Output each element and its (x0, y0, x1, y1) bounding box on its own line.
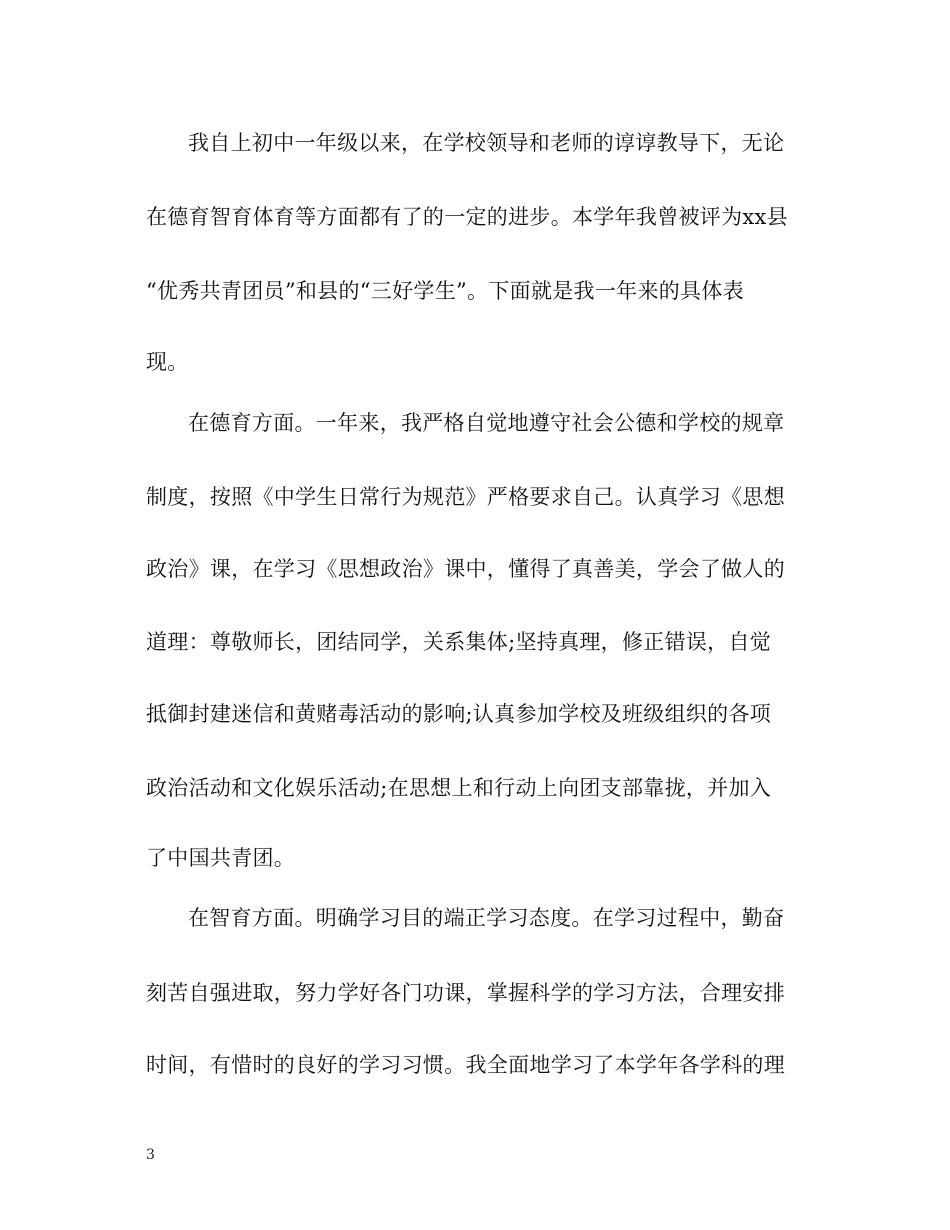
paragraph-3-line-3: 时间，有惜时的良好的学习习惯。我全面地学习了本学年各学科的理 (146, 1053, 785, 1077)
paragraph-1-line-1: 我自上初中一年级以来，在学校领导和老师的谆谆教导下，无论 (188, 131, 785, 155)
paragraph-1-line-3: “优秀共青团员”和县的“三好学生”。下面就是我一年来的具体表 (146, 279, 744, 303)
paragraph-2-line-2: 制度，按照《中学生日常行为规范》严格要求自己。认真学习《思想 (146, 485, 785, 509)
paragraph-2-line-7: 了中国共青团。 (146, 846, 296, 870)
paragraph-2-line-3: 政治》课，在学习《思想政治》课中，懂得了真善美，学会了做人的 (146, 557, 785, 581)
paragraph-2-line-5: 抵御封建迷信和黄赌毒活动的影响;认真参加学校及班级组织的各项 (146, 702, 772, 726)
paragraph-3-line-1: 在智育方面。明确学习目的端正学习态度。在学习过程中，勤奋 (188, 906, 785, 930)
paragraph-1-line-2: 在德育智育体育等方面都有了的一定的进步。本学年我曾被评为xx县 (146, 205, 788, 229)
paragraph-2-line-1: 在德育方面。一年来，我严格自觉地遵守社会公德和学校的规章 (188, 411, 785, 435)
page-number: 3 (146, 1147, 155, 1163)
paragraph-2-line-4: 道理：尊敬师长，团结同学，关系集体;坚持真理，修正错误，自觉 (146, 630, 772, 654)
paragraph-1-line-4: 现。 (146, 350, 189, 374)
paragraph-2-line-6: 政治活动和文化娱乐活动;在思想上和行动上向团支部靠拢，并加入 (146, 776, 772, 800)
paragraph-3-line-2: 刻苦自强进取，努力学好各门功课，掌握科学的学习方法，合理安排 (146, 981, 785, 1005)
